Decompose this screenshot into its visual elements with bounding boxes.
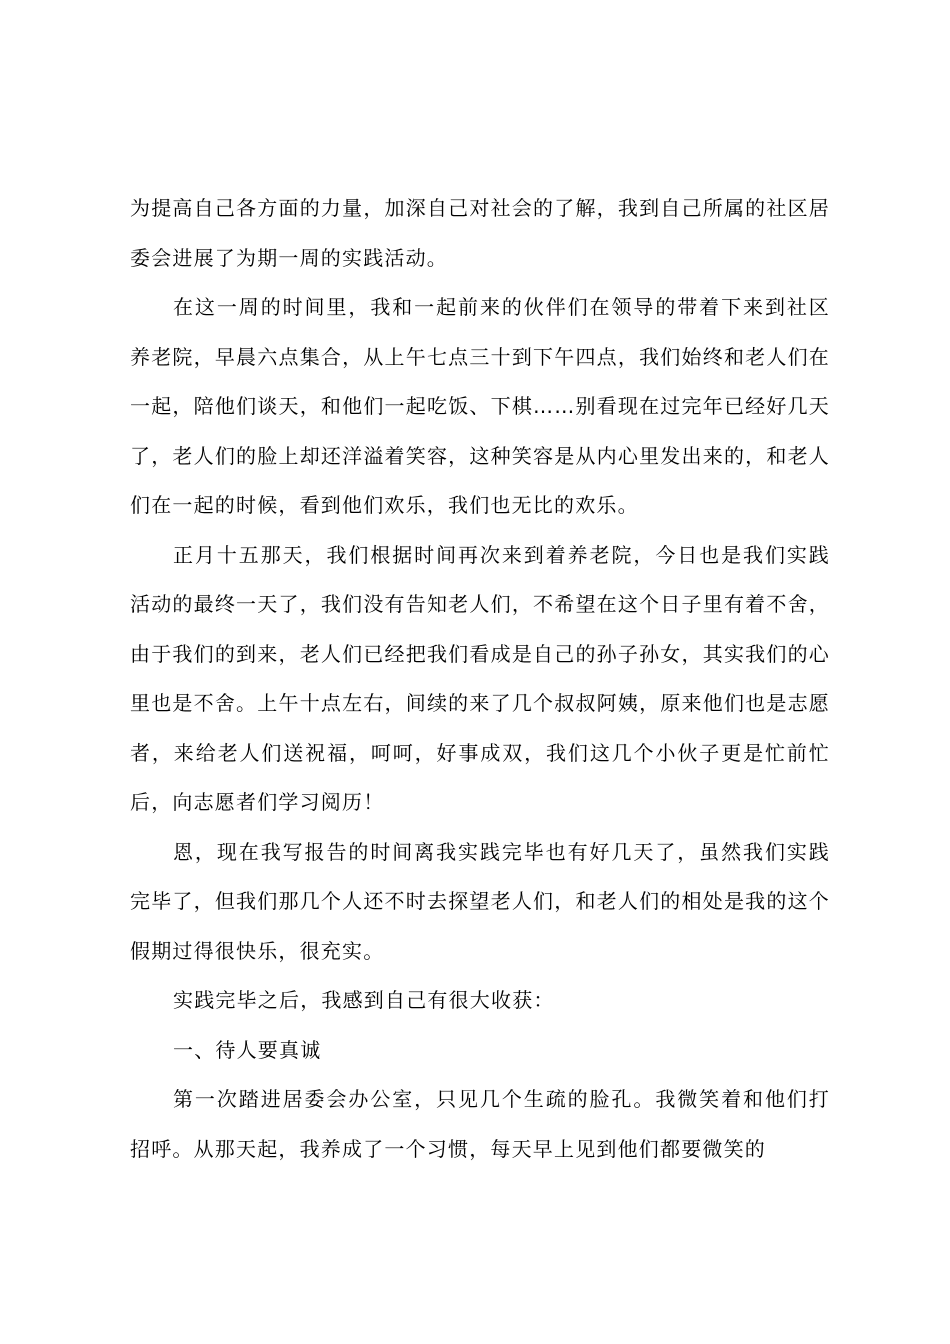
paragraph-intro: 为提高自己各方面的力量，加深自己对社会的了解，我到自己所属的社区居委会进展了为期一周的实践活动。	[130, 196, 830, 270]
document-body	[130, 184, 830, 1174]
paragraph-week-at-nursing-home: 在这一周的时间里，我和一起前来的伙伴们在领导的带着下来到社区养老院，早晨六点集合，从上午七点三十到下午四点，我们始终和老人们在一起，陪他们谈天，和他们一起吃饭、下棋……别看现在过完年已经好几天了，老人们的脸上却还洋溢着笑容，这种笑容是从内心里发出来的，和老人们在一起的时候，看到他们欢乐，我们也无比的欢乐。	[130, 295, 830, 517]
paragraph-gains-intro: 实践完毕之后，我感到自己有很大收获：	[173, 988, 555, 1012]
paragraph-lantern-festival: 正月十五那天，我们根据时间再次来到着养老院，今日也是我们实践活动的最终一天了，我们没有告知老人们，不希望在这个日子里有着不舍，由于我们的到来，老人们已经把我们看成是自己的孙子孙女，其实我们的心里也是不舍。上午十点左右，间续的来了几个叔叔阿姨，原来他们也是志愿者，来给老人们送祝福，呵呵，好事成双，我们这几个小伙子更是忙前忙后，向志愿者们学习阅历！	[130, 542, 830, 814]
paragraph-report-reflection: 恩，现在我写报告的时间离我实践完毕也有好几天了，虽然我们实践完毕了，但我们那几个人还不时去探望老人们，和老人们的相处是我的这个假期过得很快乐，很充实。	[130, 839, 830, 963]
paragraph-first-day-office: 第一次踏进居委会办公室，只见几个生疏的脸孔。我微笑着和他们打招呼。从那天起，我养成了一个习惯，每天早上见到他们都要微笑的	[130, 1087, 830, 1161]
section-heading-sincerity: 一、待人要真诚	[173, 1037, 322, 1062]
